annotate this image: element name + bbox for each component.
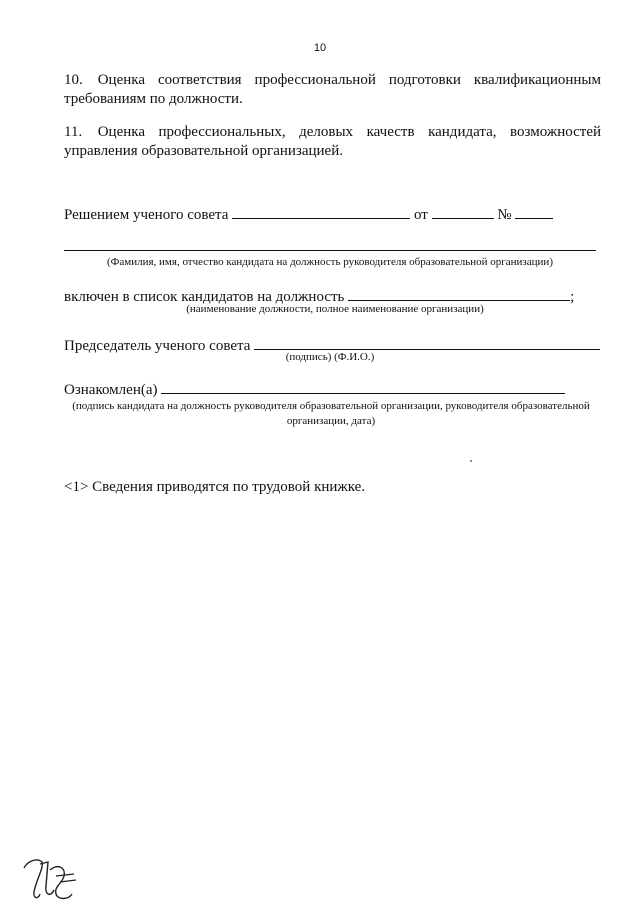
decision-row [64, 204, 553, 225]
acquainted-caption: (подпись кандидата на должность руководителя образовательной организации, руководителя образовательной организации, дата) [72, 400, 590, 427]
scan-speck [470, 460, 472, 462]
acquainted-row [64, 379, 565, 400]
acquainted-label: Ознакомлен(а) [64, 382, 158, 398]
item-10-text: Оценка соответствия профессиональной подготовки квалификационным требованиям по должности. [64, 72, 601, 107]
decision-from-label: от [413, 207, 428, 223]
decision-number-label: № [497, 207, 512, 223]
item-11-number: 11. [64, 124, 83, 140]
decision-label: Решением ученого совета [64, 207, 229, 223]
position-field[interactable] [348, 286, 570, 301]
included-end-mark: ; [570, 289, 575, 305]
page-number: 10 [313, 42, 327, 54]
chairman-signature-field[interactable] [254, 335, 600, 350]
handwritten-signature [20, 850, 80, 905]
candidate-caption: (Фамилия, имя, отчество кандидата на должность руководителя образовательной организации) [107, 256, 553, 268]
acquainted-signature-field[interactable] [161, 379, 565, 394]
included-label: включен в список кандидатов на должность [64, 289, 345, 305]
chairman-label: Председатель ученого совета [64, 338, 251, 354]
candidate-name-field[interactable] [64, 250, 596, 251]
chairman-caption: (подпись) (Ф.И.О.) [285, 351, 375, 363]
item-11 [64, 123, 601, 161]
item-10-number: 10. [64, 72, 83, 88]
item-10 [64, 71, 601, 109]
position-caption: (наименование должности, полное наименование организации) [186, 303, 484, 315]
decision-name-field[interactable] [232, 204, 410, 219]
footnote: <1> Сведения приводятся по трудовой книжке. [64, 479, 366, 495]
item-11-text: Оценка профессиональных, деловых качеств кандидата, возможностей управления образовательной организацией. [64, 124, 602, 159]
decision-number-field[interactable] [515, 204, 553, 219]
decision-date-field[interactable] [432, 204, 494, 219]
